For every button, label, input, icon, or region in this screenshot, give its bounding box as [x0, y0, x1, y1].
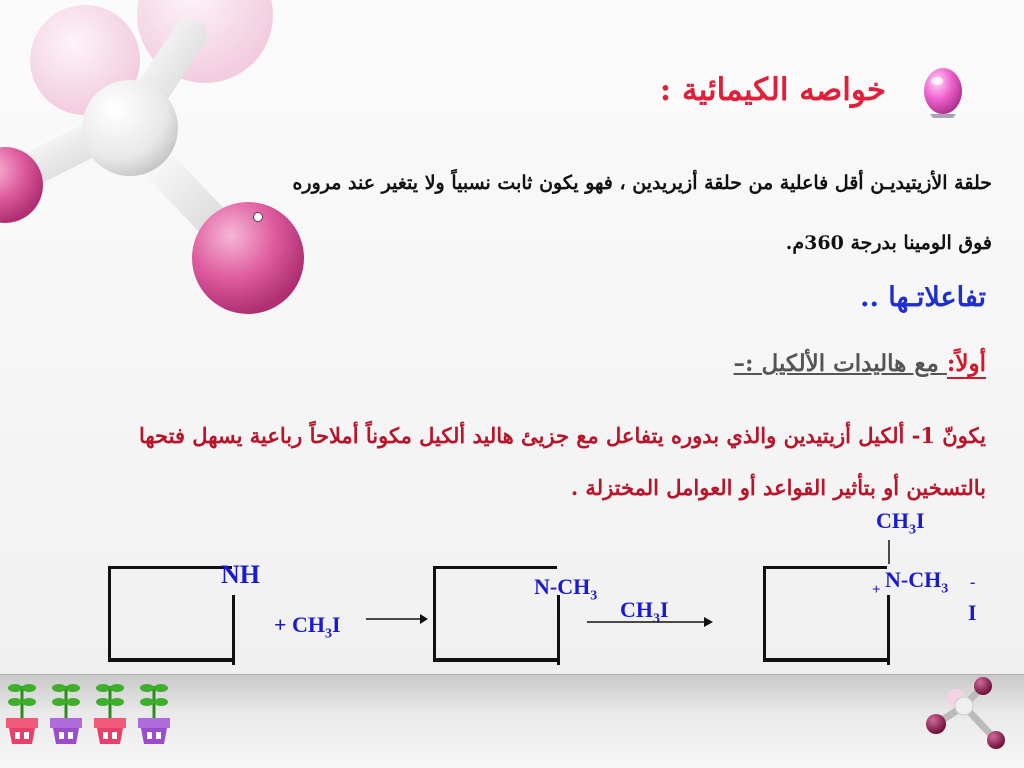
- reagent-label: + $CH_3I$: [274, 612, 341, 642]
- azetidine-ring: [108, 566, 232, 662]
- first-reaction-heading: [734, 350, 986, 377]
- plus-charge: +: [872, 582, 881, 598]
- reactions-heading: تفاعلاتـها ..: [860, 282, 986, 313]
- ch3i-top-label: $CH_3I$: [876, 508, 925, 538]
- red-line-2: بالتسخين أو بتأثير القواعد أو العوامل المختزلة .: [570, 475, 986, 500]
- pink-bullet-icon: [920, 64, 966, 120]
- reaction-arrow-1: [366, 612, 428, 626]
- flower-pot-icon: [2, 676, 178, 750]
- minus-charge: -: [970, 574, 976, 591]
- paragraph-line-1: حلقة الأزيتيديـن أقل فاعلية من حلقة أزيريدين ، فهو يكون ثابت نسبياً ولا يتغير عند مروره: [292, 172, 992, 194]
- molecule-decoration: [0, 0, 320, 320]
- paragraph-line-2: فوق الومينا بدرجة 360م.: [785, 232, 992, 254]
- red-line-1: يكونّ 1- ألكيل أزيتيدين والذي بدوره يتفاعل مع جزيئ هاليد ألكيل مكوناً أملاحاً رباعية يسهل فتحها: [138, 423, 986, 448]
- first-rest: مع هاليدات الألكيل :–: [733, 350, 947, 377]
- vertical-bond: [887, 540, 891, 564]
- reaction-arrow-2: [587, 615, 713, 629]
- small-dot: [253, 212, 263, 222]
- reagent-over-arrow: $CH_3I$: [620, 597, 669, 627]
- first-label: أولاً:: [946, 350, 986, 377]
- nh-label: NH: [221, 560, 260, 589]
- n-ch3-label: $N-CH_3$: [885, 567, 949, 597]
- molecule-corner-icon: [920, 676, 1010, 752]
- n-methyl-label: $N-CH_3$: [534, 574, 598, 604]
- azetidinium-ring: [763, 566, 887, 662]
- slide-title: خواصه الكيمائية :: [659, 72, 886, 108]
- iodide-label: I: [968, 600, 977, 625]
